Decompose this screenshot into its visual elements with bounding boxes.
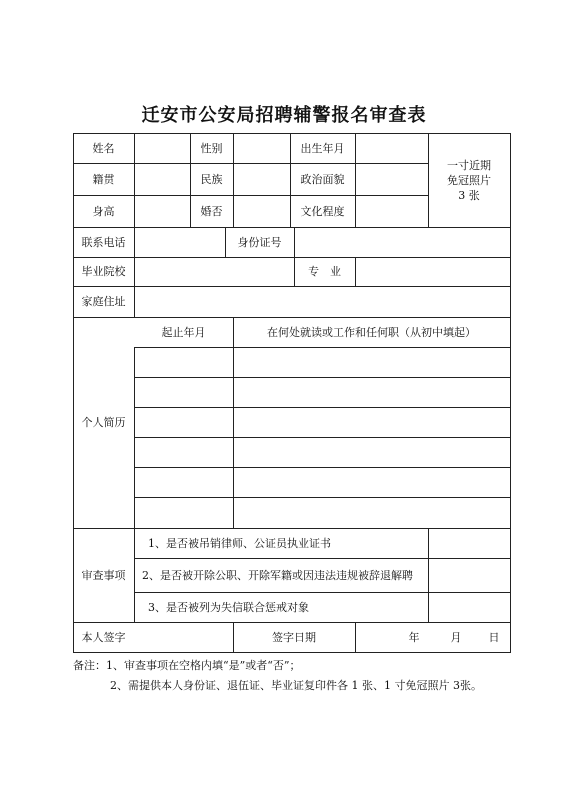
date-day-label: 日 (488, 631, 500, 644)
table-border-bottom (73, 652, 511, 653)
photo-area[interactable] (428, 133, 510, 227)
resume-detail-field[interactable] (234, 498, 510, 528)
resume-detail-field[interactable] (234, 378, 510, 407)
review-item-2: 2、是否被开除公职、开除军籍或因违法违规被辞退解聘 (142, 568, 413, 582)
review-answer-3[interactable] (429, 593, 510, 622)
notes (73, 656, 513, 696)
resume-header-period: 起止年月 (161, 325, 206, 339)
education-field[interactable] (356, 196, 428, 227)
label-gender: 性别 (200, 141, 223, 155)
label-id-number: 身份证号 (237, 235, 282, 249)
date-month-label: 月 (450, 631, 462, 644)
label-height: 身高 (92, 204, 115, 218)
gender-field[interactable] (234, 134, 290, 163)
ethnicity-field[interactable] (234, 164, 290, 195)
label-school: 毕业院校 (81, 265, 126, 278)
signature-field[interactable] (135, 623, 233, 652)
review-item-3: 3、是否被列为失信联合惩戒对象 (148, 600, 309, 614)
review-item-1: 1、是否被吊销律师、公证员执业证书 (148, 536, 331, 550)
label-native-place: 籍贯 (92, 172, 115, 186)
photo-text-line1: 一寸近期 (447, 158, 491, 172)
review-answer-2[interactable] (429, 559, 510, 592)
resume-header-detail: 在何处就读或工作和任何职（从初中填起） (267, 325, 476, 339)
resume-period-field[interactable] (135, 438, 233, 467)
school-field[interactable] (135, 258, 294, 286)
resume-detail-field[interactable] (234, 468, 510, 497)
resume-detail-field[interactable] (234, 408, 510, 437)
native-place-field[interactable] (135, 164, 190, 195)
review-answer-1[interactable] (429, 529, 510, 558)
note-line-2: 2、需提供本人身份证、退伍证、毕业证复印件各 1 张、1 寸免冠照片 3张。 (110, 679, 482, 692)
label-education: 文化程度 (300, 204, 345, 218)
label-sign-date: 签字日期 (272, 630, 316, 644)
date-year-label: 年 (408, 631, 420, 644)
label-political-status: 政治面貌 (300, 172, 345, 186)
address-field[interactable] (135, 287, 510, 317)
resume-period-field[interactable] (135, 468, 233, 497)
id-number-field[interactable] (295, 228, 510, 257)
page-title: 迁安市公安局招聘辅警报名审查表 (141, 105, 427, 126)
label-name: 姓名 (92, 141, 115, 155)
photo-text-line2: 免冠照片 (447, 173, 491, 187)
birth-field[interactable] (356, 134, 428, 163)
label-ethnicity: 民族 (200, 172, 223, 186)
label-review: 审查事项 (81, 568, 126, 582)
label-marital: 婚否 (200, 204, 223, 218)
photo-text-line3: 3 张 (458, 188, 480, 202)
label-major: 专 业 (308, 265, 341, 278)
major-field[interactable] (356, 258, 510, 286)
height-field[interactable] (135, 196, 190, 227)
registration-form-table (73, 133, 511, 653)
label-signature: 本人签字 (81, 630, 126, 644)
marital-field[interactable] (234, 196, 290, 227)
resume-period-field[interactable] (135, 348, 233, 377)
label-address: 家庭住址 (81, 295, 126, 308)
resume-period-field[interactable] (135, 408, 233, 437)
note-line-1: 备注：1、审查事项在空格内填“是”或者“否”； (73, 659, 301, 672)
resume-period-field[interactable] (135, 378, 233, 407)
phone-field[interactable] (135, 228, 225, 257)
label-birth: 出生年月 (300, 141, 345, 155)
label-resume: 个人简历 (81, 416, 126, 429)
sign-date-field[interactable] (356, 623, 510, 652)
label-phone: 联系电话 (81, 235, 126, 249)
resume-detail-field[interactable] (234, 438, 510, 467)
political-status-field[interactable] (356, 164, 428, 195)
table-border-right (510, 133, 511, 653)
resume-detail-field[interactable] (234, 348, 510, 377)
name-field[interactable] (135, 134, 190, 163)
resume-period-field[interactable] (135, 498, 233, 528)
